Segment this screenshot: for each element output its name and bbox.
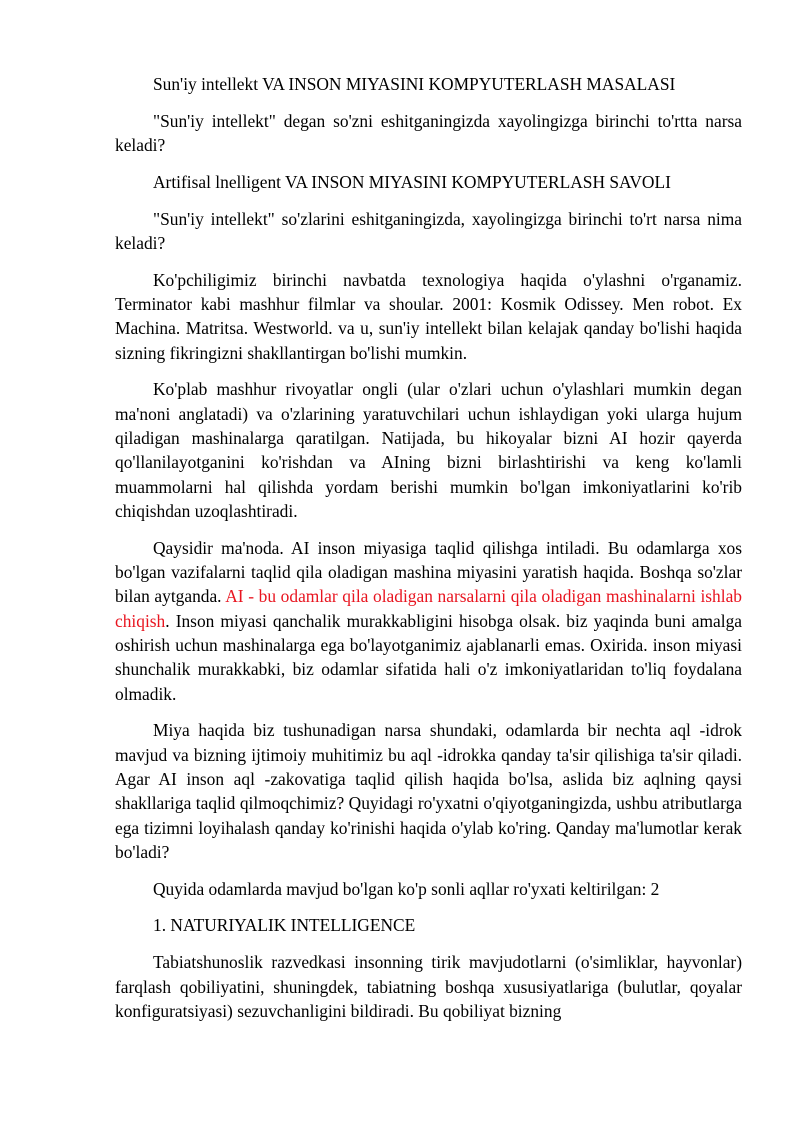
body-paragraph-1: Ko'pchiligimiz birinchi navbatda texnologiya haqida o'ylashni o'rganamiz. Terminator kabi mashhur filmlar va shoular. 2001: Kosmik Odissey. Men robot. Ex Machina. Matritsa. Westworld. va u, sun'iy intellekt bilan kelajak qanday bo'lishi haqida sizning fikringizni shakllantirgan bo'lishi mumkin. [115,269,742,363]
highlighted-definition: AI - bu odamlar qila oladigan narsalarni qila oladigan mashinalarni ishlab chiqish [115,586,742,631]
document-title: Sun'iy intellekt VA INSON MIYASINI KOMPYUTERLASH MASALASI [153,74,676,94]
question-paragraph-1: "Sun'iy intellekt" degan so'zni eshitganingizda xayolingizga birinchi to'rtta narsa keladi? [115,110,742,156]
body-paragraph-3 [115,536,742,706]
body-paragraph-5: Tabiatshunoslik razvedkasi insonning tirik mavjudotlarni (o'simliklar, hayvonlar) farqlash qobiliyatini, shuningdek, tabiatning boshqa xususiyatlariga (bulutlar, qoyalar konfiguratsiyasi) sezuvchanligini bildiradi. Bu qobiliyat bizning [115,952,742,1021]
body-paragraph-2: Ko'plab mashhur rivoyatlar ongli (ular o'zlari uchun o'ylashlari mumkin degan ma'noni anglatadi) va o'zlarining yaratuvchilari uchun ishlaydigan yoki ularga hujum qiladigan mashinalarga qaratilgan. Natijada, bu hikoyalar bizni AI hozir qayerda qo'llanilayotganini ko'rishdan va AIning bizni birlashtirishi va keng ko'lamli muammolarni hal qilishda yordam berishi mumkin bo'lgan imkoniyatlarini ko'rib chiqishdan uzoqlashtiradi. [115,379,742,521]
list-intro: Quyida odamlarda mavjud bo'lgan ko'p sonli aqllar ro'yxati keltirilgan: 2 [153,878,660,899]
paragraph-3-text-start: Qaysidir ma'noda. AI inson miyasiga taqlid qilishga intiladi. Bu odamlarga xos bo'lgan vazifalarni taqlid qila oladigan mashina miyasini yaratish haqida. Boshqa so'zlar bilan aytganda. [115,537,742,607]
document-alt-title: Artifisal lnelligent VA INSON MIYASINI KOMPYUTERLASH SAVOLI [153,171,671,192]
list-item-heading-1: 1. NATURIYALIK INTELLIGENCE [153,915,416,936]
body-paragraph-4: Miya haqida biz tushunadigan narsa shundaki, odamlarda bir nechta aql -idrok mavjud va bizning ijtimoiy muhitimiz bu aql -idrokka qanday ta'sir qilishiga ta'sir qiladi. Agar AI inson aql -zakovatiga taqlid qilish haqida bo'lsa, aslida biz aqlning qaysi shakllariga taqlid qilmoqchimiz? Quyidagi ro'yxatni o'qiyotganingizda, ushbu atributlarga ega tizimni loyihalash qanday ko'rinishi haqida o'ylab ko'ring. Qanday ma'lumotlar kerak bo'ladi? [115,720,742,862]
paragraph-3-text-end: . Inson miyasi qanchalik murakkabligini hisobga olsak. biz yaqinda buni amalga oshirish uchun mashinalarga ega bo'layotganimiz ajablanarli emas. Oxirida. inson miyasi shunchalik murakkabki, biz odamlar sifatida hali o'z imkoniyatlaridan to'liq foydalana olmadik. [115,610,742,704]
document-page [115,72,742,1036]
question-paragraph-2: "Sun'iy intellekt" so'zlarini eshitganingizda, xayolingizga birinchi to'rt narsa nima keladi? [115,208,742,253]
